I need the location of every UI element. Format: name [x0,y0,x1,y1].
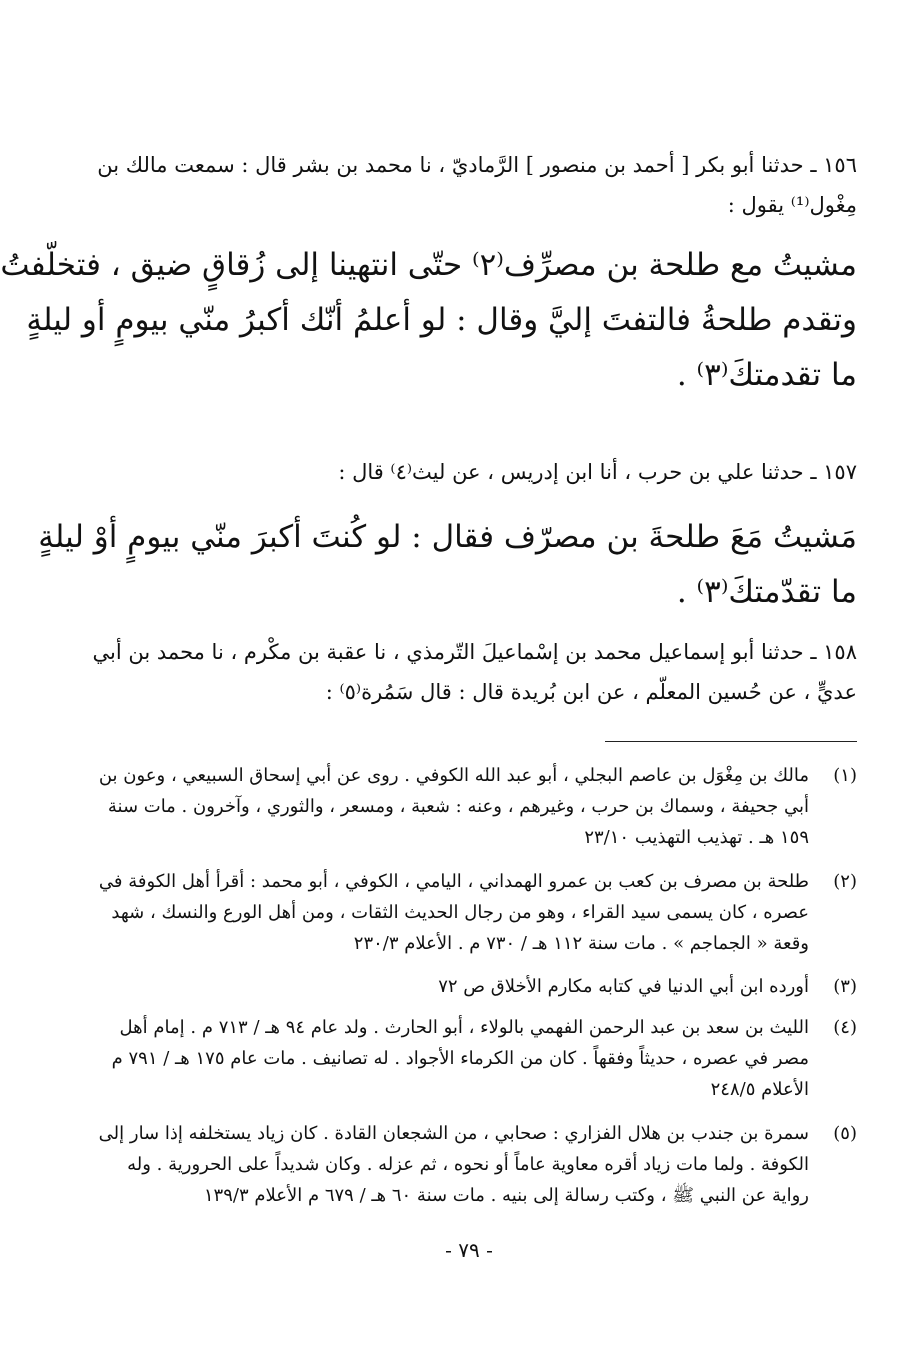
hadith-156-quote-1: مشيتُ مع طلحة بن مصرِّف⁽٢⁾ حتّى انتهينا إلى زُقاقٍ ضيق ، فتخلّفتُ [0,247,857,283]
footnote-line: مالك بن مِغْوَل بن عاصم البجلي ، أبو عبد الله الكوفي . روى عن أبي إسحاق السبيعي ، وعون بن [98,765,809,786]
footnote-1 [98,760,857,853]
hadith-156-quote-3: ما تقدمتكَ⁽٣⁾ . [676,357,857,393]
footnote-number: (١) [833,765,857,786]
hadith-158-isnad [92,632,857,712]
footnote-line: الليث بن سعد بن عبد الرحمن الفهمي بالولاء ، أبو الحارث . ولد عام ٩٤ هـ / ٧١٣ م . إمام أهل [119,1017,809,1038]
hadith-157-quote-2: ما تقدّمتكَ⁽٣⁾ . [676,574,857,610]
hadith-157-text [38,510,857,620]
footnote-4 [109,1012,857,1105]
footnote-number: (٢) [833,871,857,892]
footnote-number: (٥) [833,1123,857,1144]
hadith-157-quote-1: مَشيتُ مَعَ طلحةَ بن مصرّف فقال : لو كُنتَ أكبرَ منّي بيومٍ أوْ ليلةٍ [38,519,857,555]
footnote-line: عصره ، كان يسمى سيد القراء ، وهو من رجال الحديث الثقات ، ومن أهل الورع والنسك ، شهد [111,902,809,923]
footnote-line: أبي جحيفة ، وسماك بن حرب ، وغيرهم ، وعنه : شعبة ، ومسعر ، والثوري ، وآخرون . مات سنة [107,796,809,817]
hadith-156-text [0,238,857,403]
footnote-2 [98,866,857,959]
footnote-line: ١٥٩ هـ . تهذيب التهذيب ٢٣/١٠ [584,827,809,848]
footnote-separator [605,741,857,742]
hadith-158-line-1: ١٥٨ ـ حدثنا أبو إسماعيل محمد بن إسْماعيلَ التّرمذي ، نا عقبة بن مكْرم ، نا محمد بن أبي [92,640,857,664]
footnote-line: وقعة « الجماجم » . مات سنة ١١٢ هـ / ٧٣٠ م . الأعلام ٢٣٠/٣ [353,933,809,954]
hadith-156-quote-2: وتقدم طلحةُ فالتفتَ إليَّ وقال : لو أعلمُ أنّك أكبرُ منّي بيومٍ أو ليلةٍ [26,302,857,338]
footnote-line: الأعلام ٢٤٨/٥ [710,1079,809,1100]
hadith-158-line-2: عديٍّ ، عن حُسين المعلّم ، عن ابن بُريدة قال : قال سَمُرة⁽٥⁾ : [325,680,857,704]
footnote-line: سمرة بن جندب بن هلال الفزاري : صحابي ، من الشجعان القادة . كان زياد يستخلفه إذا سار إلى [98,1123,809,1144]
hadith-156-isnad [97,145,857,225]
footnote-line: مصر في عصره ، حديثاً وفقهاً . كان من الكرماء الأجواد . له تصانيف . مات عام ١٧٥ هـ / ٧٩١ م [111,1048,809,1069]
footnote-line: طلحة بن مصرف بن كعب بن عمرو الهمداني ، اليامي ، الكوفي ، أبو محمد : أقرأ أهل الكوفة في [98,871,809,892]
footnote-3 [109,971,857,1002]
footnote-number: (٤) [833,1017,857,1038]
hadith-156-line-1: ١٥٦ ـ حدثنا أبو بكر [ أحمد بن منصور ] الرَّماديّ ، نا محمد بن بشر قال : سمعت مالك بن [97,153,857,177]
footnote-line: رواية عن النبي ﷺ ، وكتب رسالة إلى بنيه . مات سنة ٦٠ هـ / ٦٧٩ م الأعلام ١٣٩/٣ [203,1185,809,1206]
footnote-line: الكوفة . ولما مات زياد أقره معاوية عاماً أو نحوه ، ثم عزله . وكان شديداً على الحرورية . وله [127,1154,809,1175]
page-number: - ٧٩ - [445,1238,493,1262]
footnote-number: (٣) [833,976,857,997]
footnote-line: أورده ابن أبي الدنيا في كتابه مكارم الأخلاق ص ٧٢ [438,976,809,997]
hadith-157-line-1: ١٥٧ ـ حدثنا علي بن حرب ، أنا ابن إدريس ، عن ليث⁽٤⁾ قال : [338,460,857,484]
hadith-157-isnad [109,452,857,492]
footnote-5 [98,1118,857,1211]
hadith-156-line-2: مِغْول⁽¹⁾ يقول : [727,193,857,217]
